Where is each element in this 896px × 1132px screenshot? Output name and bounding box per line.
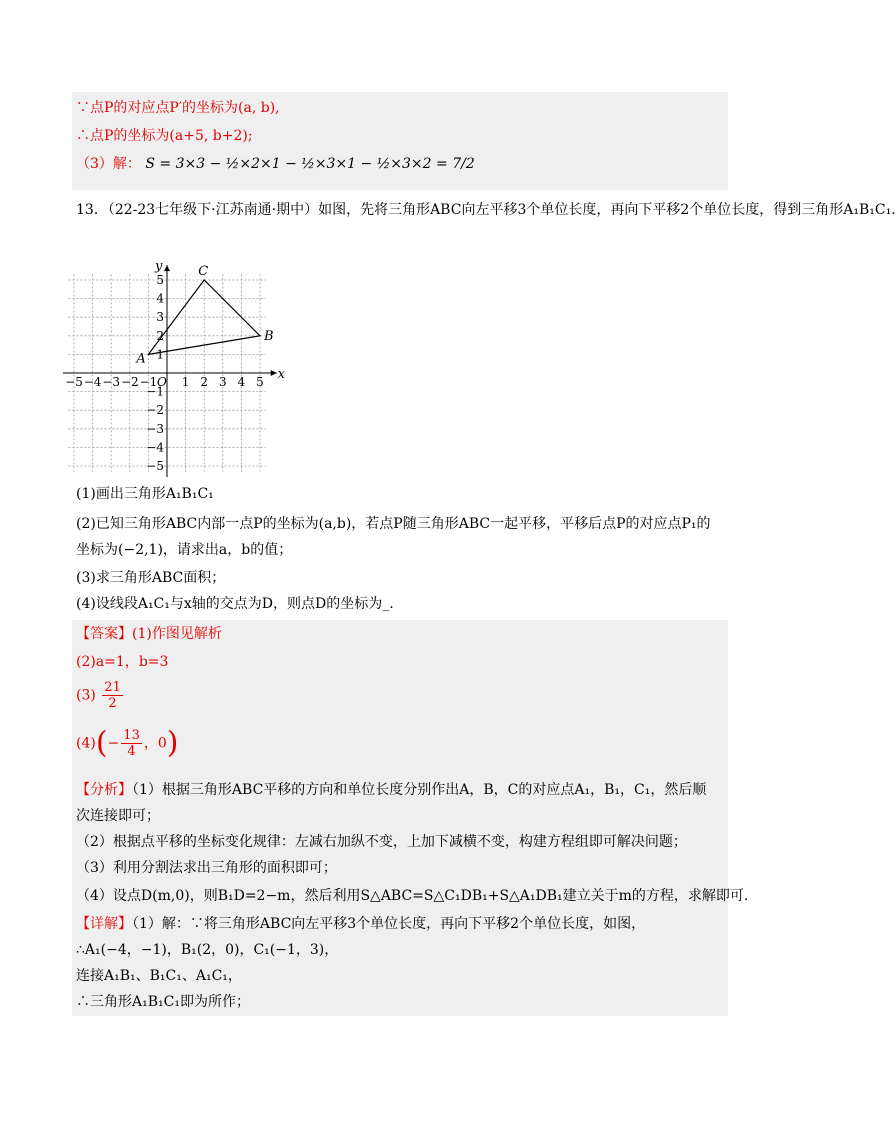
answer-part-3 — [76, 680, 125, 720]
y-tick-label: 4 — [156, 291, 164, 306]
x-tick-label: 2 — [200, 375, 209, 389]
detail-line-1 — [76, 914, 645, 934]
y-tick-label: 5 — [156, 273, 164, 287]
x-axis-arrow — [271, 370, 277, 376]
x-tick-label: −3 — [102, 375, 121, 389]
x-tick-label: 4 — [237, 375, 246, 389]
x-tick-label: −5 — [65, 375, 83, 389]
prev-solution-line-3 — [76, 154, 475, 174]
answer-part-1: (1)作图见解析 — [132, 626, 222, 642]
x-tick-label: 3 — [218, 375, 227, 389]
analysis-line-4: （3）利用分割法求出三角形的面积即可； — [76, 860, 337, 876]
prev-solution-line-1: ∵点P的对应点P′的坐标为(a, b), — [76, 100, 280, 116]
prev-solution-line-2: ∴点P的坐标为(a+5, b+2); — [76, 128, 253, 144]
y-tick-label: −2 — [146, 403, 164, 418]
fraction-numerator: 13 — [123, 728, 140, 743]
question-part-4: (4)设线段A₁C₁与x轴的交点为D，则点D的坐标为_. — [76, 596, 394, 612]
question-stem-line-1: 13．（22-23七年级下·江苏南通·期中）如图，先将三角形ABC向左平移3个单位长度，再向下平移2个单位长度，得到三角形A₁B₁C₁. — [76, 202, 896, 218]
vertex-label-a: A — [136, 351, 146, 367]
answer-part-3-label: (3) — [76, 687, 96, 704]
question-part-2-cont: 坐标为(−2,1)，请求出a，b的值； — [76, 542, 293, 558]
fraction-denominator: 2 — [108, 696, 117, 711]
answer-part-4-rest: ，0 — [143, 735, 167, 752]
answer-header: 【答案】 — [76, 626, 132, 642]
detail-text-1: （1）解：∵将三角形ABC向左平移3个单位长度，再向下平移2个单位长度，如图， — [132, 916, 646, 932]
y-tick-label: −4 — [146, 440, 164, 455]
answer-part-4-label: (4) — [76, 735, 96, 752]
x-axis-label: x — [277, 367, 286, 382]
y-tick-label: −1 — [146, 384, 164, 399]
question-part-3: (3)求三角形ABC面积； — [76, 570, 226, 586]
analysis-line-3: （2）根据点平移的坐标变化规律：左减右加纵不变，上加下减横不变，构建方程组即可解决问题； — [76, 834, 687, 850]
analysis-header: 【分析】 — [76, 782, 132, 798]
detail-line-4: ∴三角形A₁B₁C₁即为所作； — [76, 994, 250, 1010]
vertex-label-b: B — [264, 328, 274, 344]
analysis-text-1: （1）根据三角形ABC平移的方向和单位长度分别作出A，B，C的对应点A₁，B₁，C₁，然后顺 — [132, 782, 707, 798]
answer-part-4-fraction — [121, 728, 142, 759]
x-tick-label: −2 — [120, 375, 139, 389]
y-tick-label: 3 — [156, 310, 164, 325]
open-paren: ( — [95, 725, 108, 761]
prev-solution-area-formula: S = 3×3 − ½×2×1 − ½×3×1 − ½×3×2 = 7/2 — [145, 156, 475, 172]
detail-line-3: 连接A₁B₁、B₁C₁、A₁C₁， — [76, 968, 242, 984]
fraction-denominator: 4 — [127, 744, 136, 759]
origin-label: O — [157, 375, 167, 389]
answer-part-2: (2)a=1，b=3 — [76, 654, 169, 670]
y-axis-arrow — [164, 265, 170, 271]
detail-line-2: ∴A₁(−4，−1)，B₁(2，0)，C₁(−1，3)， — [76, 942, 339, 958]
analysis-line-5: （4）设点D(m,0)，则B₁D=2−m，然后利用S△ABC=S△C₁DB₁+S△A₁DB₁建立关于m的方程，求解即可. — [76, 888, 749, 904]
y-tick-label: −5 — [146, 459, 164, 473]
analysis-line-1 — [76, 780, 706, 800]
x-tick-label: 1 — [181, 375, 190, 389]
analysis-line-2: 次连接即可； — [76, 808, 160, 824]
answer-line-1 — [76, 624, 222, 644]
y-axis-label: y — [155, 258, 163, 274]
prev-solution-part3-label: （3）解： — [76, 156, 141, 172]
minus-sign: − — [107, 735, 120, 752]
question-part-1: (1)画出三角形A₁B₁C₁ — [76, 486, 214, 502]
vertex-label-c: C — [198, 264, 209, 279]
detail-header: 【详解】 — [76, 916, 132, 932]
fraction-numerator: 21 — [104, 680, 121, 695]
answer-part-4 — [76, 725, 179, 772]
y-tick-label: 2 — [156, 328, 164, 343]
tick-labels — [65, 259, 286, 473]
coordinate-grid-figure — [65, 252, 302, 473]
axes — [63, 265, 277, 477]
close-paren: ) — [166, 725, 179, 761]
answer-part-3-fraction — [102, 680, 123, 711]
x-tick-label: −1 — [139, 375, 158, 389]
y-tick-label: 1 — [156, 347, 164, 362]
question-part-2: (2)已知三角形ABC内部一点P的坐标为(a,b)，若点P随三角形ABC一起平移，平移后点P的对应点P₁的 — [76, 516, 711, 532]
x-tick-label: −4 — [83, 375, 102, 389]
x-tick-label: 5 — [256, 375, 264, 389]
y-tick-label: −3 — [146, 421, 164, 436]
